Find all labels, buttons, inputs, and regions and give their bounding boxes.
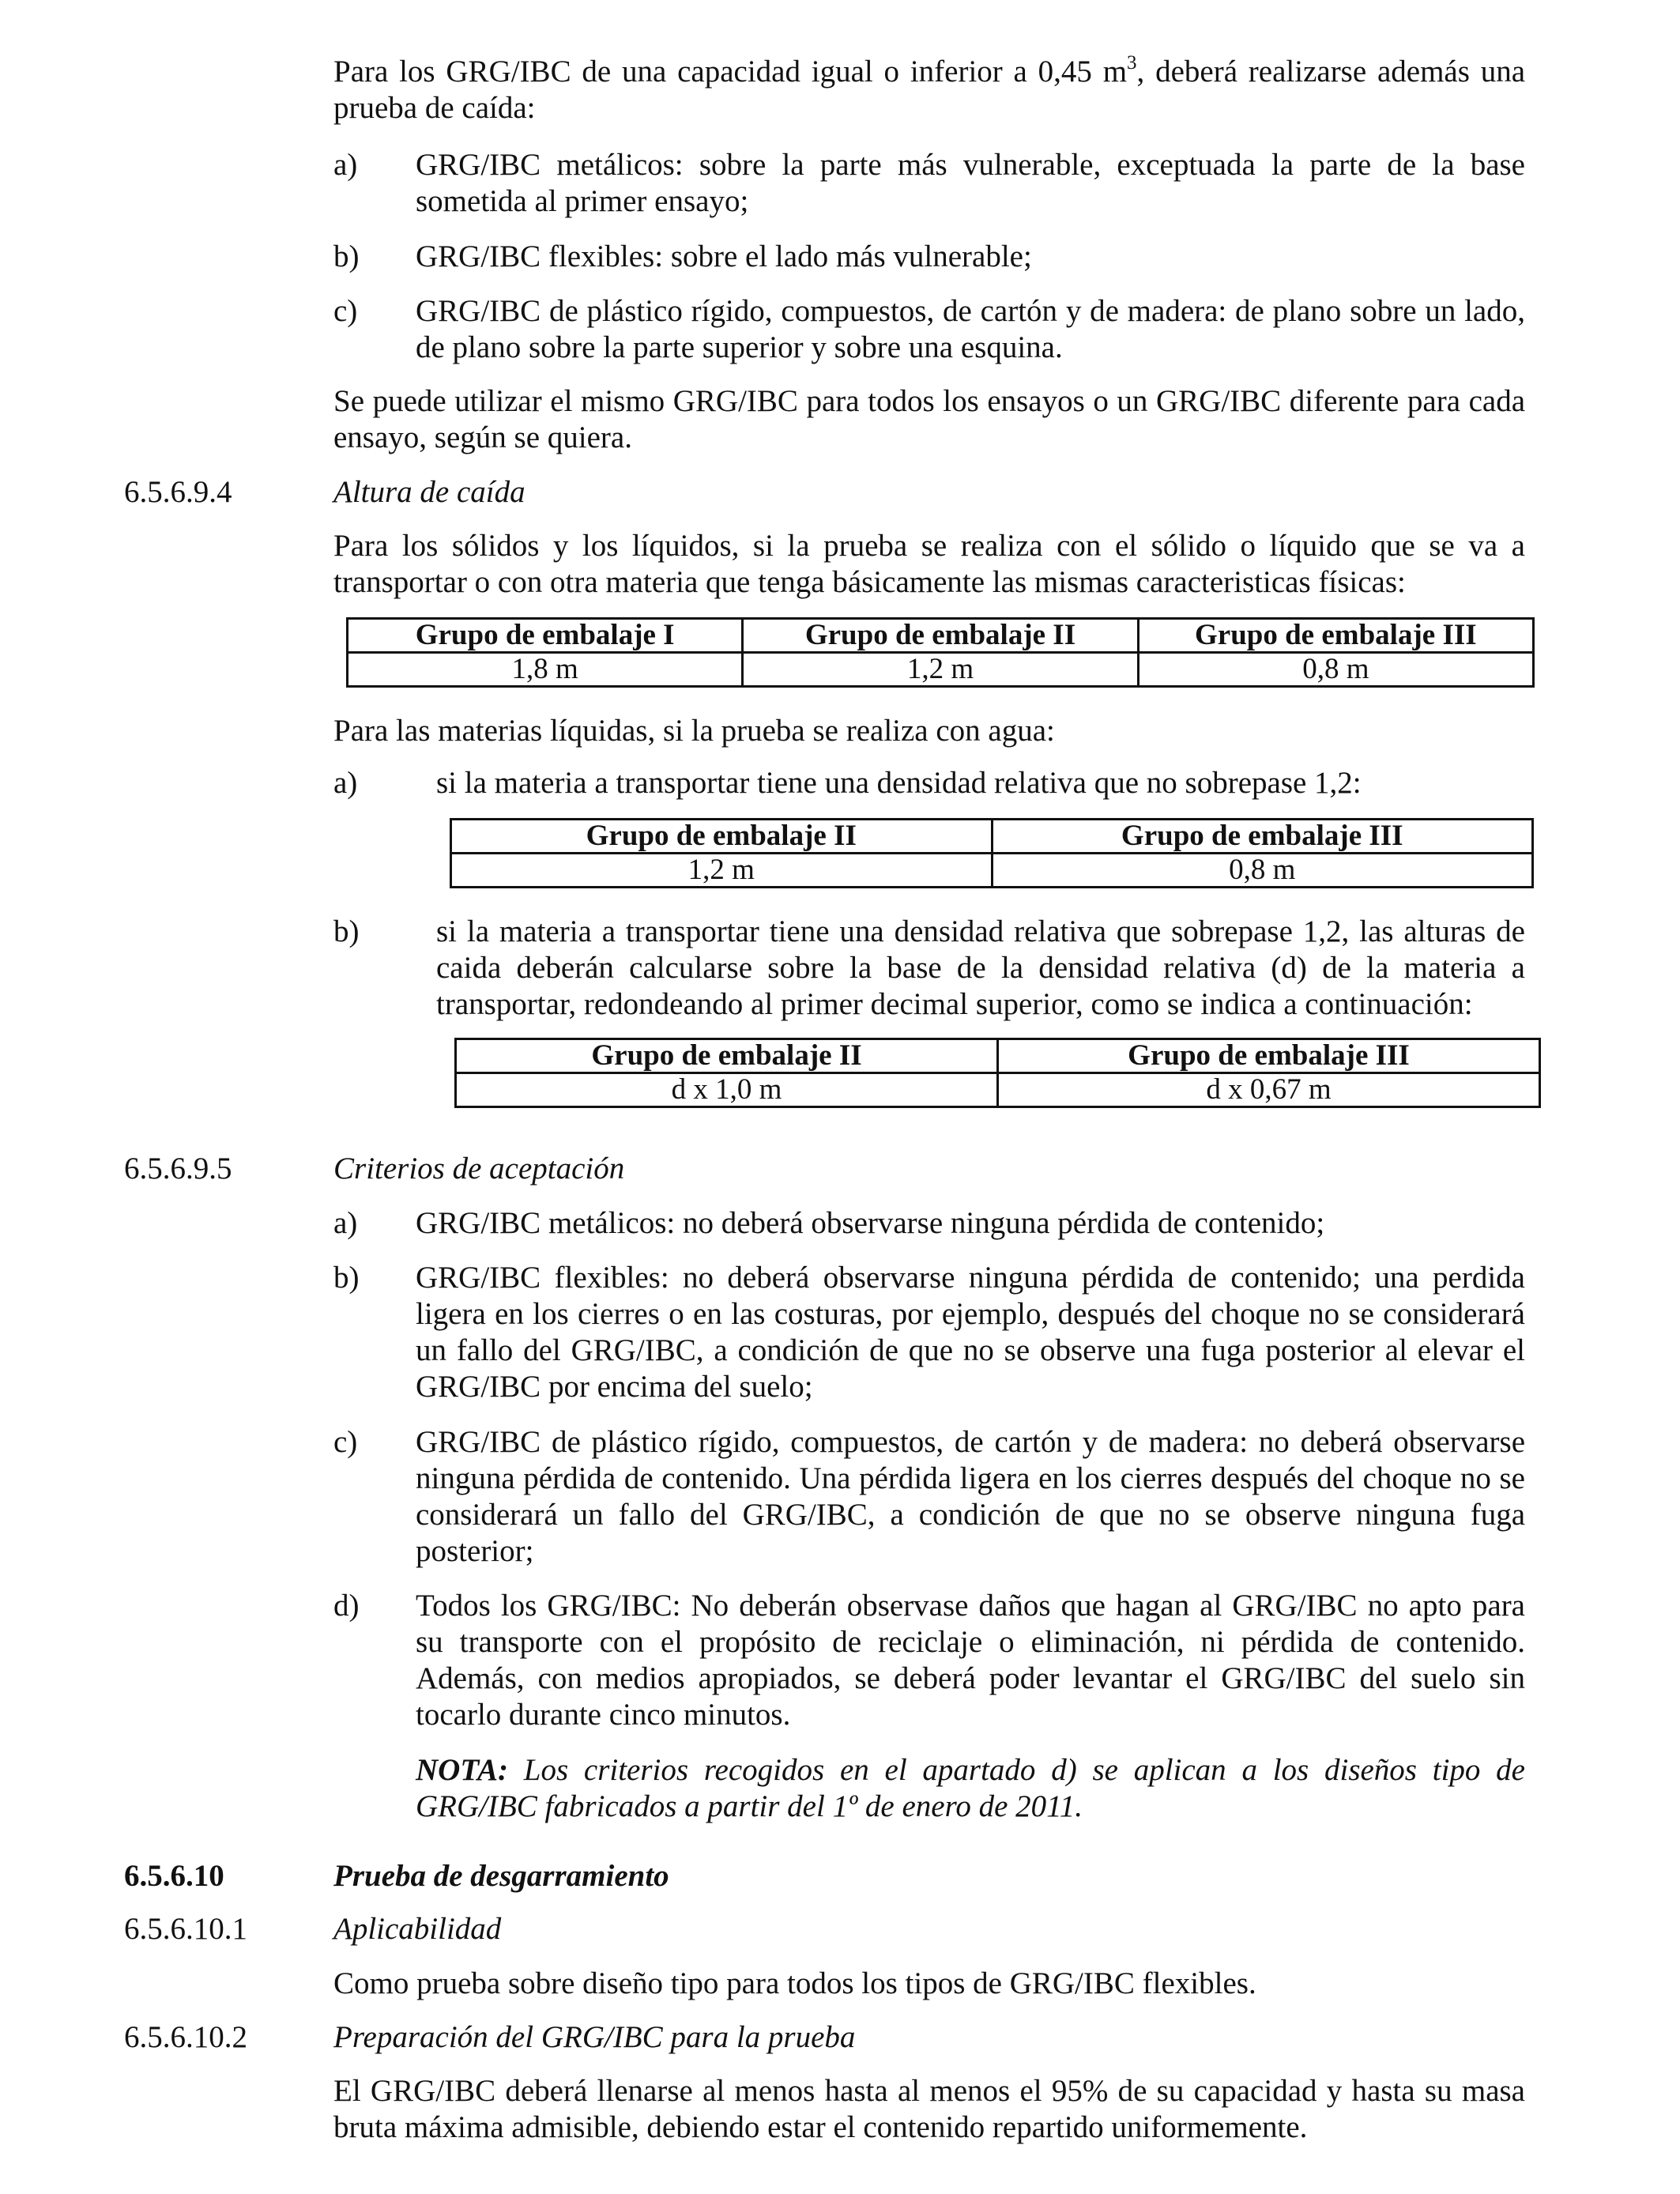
list-item-label: c)	[333, 1425, 358, 1459]
list-item-label: b)	[333, 239, 360, 273]
list-item-label: a)	[333, 1206, 358, 1240]
table-cell: d x 1,0 m	[456, 1073, 998, 1107]
table-header: Grupo de embalaje II	[456, 1039, 998, 1073]
applicability-paragraph: Como prueba sobre diseño tipo para todos los tipos de GRG/IBC flexibles.	[333, 1966, 1256, 2000]
list-item-text: GRG/IBC metálicos: no deberá observarse ninguna pérdida de contenido;	[416, 1206, 1325, 1240]
section-title: Aplicabilidad	[333, 1912, 502, 1946]
table-header: Grupo de embalaje III	[998, 1039, 1540, 1073]
solids-liquids-paragraph: Para los sólidos y los líquidos, si la prueba se realiza con el sólido o líquido que se va a transportar o con otra materia que tenga básicamente las mismas caracteristicas físicas:	[333, 529, 1525, 599]
list-item-text: GRG/IBC de plástico rígido, compuestos, de cartón y de madera: de plano sobre un lado, de plano sobre la parte superior y sobre una esquina.	[416, 294, 1525, 364]
section-number: 6.5.6.10.1	[124, 1912, 247, 1946]
note-text: Los criterios recogidos en el apartado d) se aplican a los diseños tipo de GRG/IBC fabricados a partir del 1º de enero de 2011.	[416, 1753, 1525, 1823]
note-paragraph	[416, 1752, 1525, 1825]
table-cell: 1,8 m	[348, 653, 743, 687]
list-item-label: a)	[333, 148, 358, 182]
table-header: Grupo de embalaje III	[992, 820, 1533, 854]
table-header: Grupo de embalaje II	[743, 619, 1138, 653]
note-label: NOTA:	[416, 1753, 508, 1787]
table-cell: 0,8 m	[992, 854, 1533, 888]
section-number: 6.5.6.9.4	[124, 475, 232, 509]
same-ibc-paragraph: Se puede utilizar el mismo GRG/IBC para todos los ensayos o un GRG/IBC diferente para cada ensayo, según se quiera.	[333, 384, 1525, 454]
section-number: 6.5.6.10.2	[124, 2020, 247, 2054]
list-item-label: a)	[333, 766, 358, 800]
preparation-paragraph: El GRG/IBC deberá llenarse al menos hasta al menos el 95% de su capacidad y hasta su masa bruta máxima admisible, debiendo estar el contenido repartido uniformemente.	[333, 2074, 1525, 2144]
list-item-text: si la materia a transportar tiene una densidad relativa que no sobrepase 1,2:	[436, 766, 1362, 800]
section-title: Altura de caída	[333, 475, 525, 509]
drop-height-table-1	[346, 617, 1535, 688]
table-cell: 0,8 m	[1138, 653, 1533, 687]
list-item-text: GRG/IBC flexibles: no deberá observarse ninguna pérdida de contenido; una perdida ligera en los cierres o en las costuras, por ejemplo, después del choque no se considerará un fallo del GRG/IBC, a condición de que no se observe una fuga posterior al elevar el GRG/IBC por encima del suelo;	[416, 1261, 1525, 1404]
section-title: Criterios de aceptación	[333, 1152, 625, 1186]
intro-text-end: , deberá realizarse además una prueba de caída:	[333, 55, 1526, 125]
table-cell: d x 0,67 m	[998, 1073, 1540, 1107]
list-item-label: c)	[333, 294, 358, 328]
table-cell: 1,2 m	[451, 854, 993, 888]
list-item-label: d)	[333, 1589, 360, 1623]
table-header: Grupo de embalaje II	[451, 820, 993, 854]
water-paragraph: Para las materias líquidas, si la prueba se realiza con agua:	[333, 714, 1055, 748]
table-cell: 1,2 m	[743, 653, 1138, 687]
table-header: Grupo de embalaje III	[1138, 619, 1533, 653]
intro-text: Para los GRG/IBC de una capacidad igual o inferior a 0,45 m	[333, 55, 1128, 89]
list-item-text: GRG/IBC de plástico rígido, compuestos, de cartón y de madera: no deberá observarse ninguna pérdida de contenido. Una pérdida ligera en los cierres después del choque no se considerará un fallo del GRG/IBC, a condición de que no se observe ninguna fuga posterior;	[416, 1425, 1525, 1568]
section-title: Prueba de desgarramiento	[333, 1859, 669, 1893]
drop-height-table-3	[454, 1038, 1541, 1108]
list-item-label: b)	[333, 914, 360, 948]
intro-paragraph	[333, 54, 1525, 126]
list-item-text: GRG/IBC metálicos: sobre la parte más vulnerable, exceptuada la parte de la base sometida al primer ensayo;	[416, 148, 1525, 218]
section-number: 6.5.6.10	[124, 1859, 224, 1893]
list-item-label: b)	[333, 1261, 360, 1295]
section-number: 6.5.6.9.5	[124, 1152, 232, 1186]
list-item-text: GRG/IBC flexibles: sobre el lado más vulnerable;	[416, 239, 1032, 273]
table-header: Grupo de embalaje I	[348, 619, 743, 653]
superscript-cubic: 3	[1127, 52, 1137, 74]
drop-height-table-2	[450, 818, 1534, 888]
list-item-text: si la materia a transportar tiene una densidad relativa que sobrepase 1,2, las alturas de caida deberán calcularse sobre la base de la densidad relativa (d) de la materia a transportar, redondeando al primer decimal superior, como se indica a continuación:	[436, 914, 1525, 1021]
section-title: Preparación del GRG/IBC para la prueba	[333, 2020, 856, 2054]
list-item-text: Todos los GRG/IBC: No deberán observase daños que hagan al GRG/IBC no apto para su transporte con el propósito de reciclaje o eliminación, ni pérdida de contenido. Además, con medios apropiados, se deberá poder levantar el GRG/IBC del suelo sin tocarlo durante cinco minutos.	[416, 1589, 1525, 1732]
